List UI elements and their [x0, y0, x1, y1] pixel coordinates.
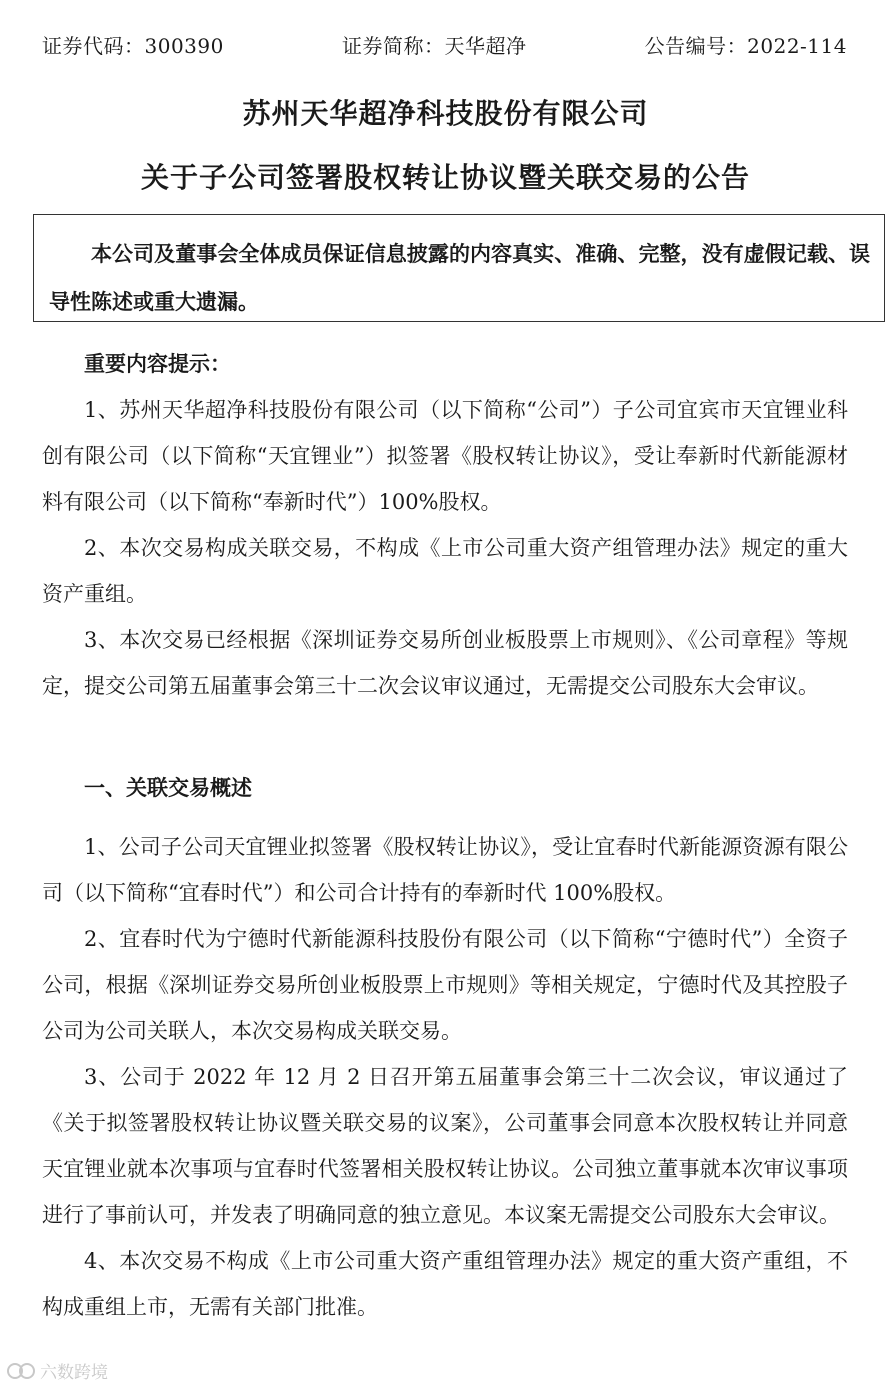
announcement-title: 关于子公司签署股权转让协议暨关联交易的公告 [140, 161, 750, 194]
watermark-text: 六数跨境 [40, 1363, 108, 1383]
notice-number: 公告编号：2022-114 [644, 34, 847, 58]
highlight-item-3: 3、本次交易已经根据《深圳证券交易所创业板股票上市规则》、《公司章程》等规定，提交公司第五届董事会第三十二次会议审议通过，无需提交公司股东大会审议。 [42, 628, 848, 698]
section-overview [42, 765, 848, 811]
overview-item-3: 3、公司于 2022 年 12 月 2 日召开第五届董事会第三十二次会议，审议通过了《关于拟签署股权转让协议暨关联交易的议案》，公司董事会同意本次股权转让并同意天宜锂业就本次事项与宜春时代签署相关股权转让协议。公司独立董事就本次审议事项进行了事前认可，并发表了明确同意的独立意见。本议案无需提交公司股东大会审议。 [42, 1065, 848, 1227]
watermark [6, 1358, 108, 1383]
security-code: 证券代码：300390 [42, 34, 224, 58]
company-title: 苏州天华超净科技股份有限公司 [242, 97, 649, 130]
section-overview-items [42, 824, 848, 1330]
overview-item-2: 2、宜春时代为宁德时代新能源科技股份有限公司（以下简称“宁德时代”）全资子公司，根据《深圳证券交易所创业板股票上市规则》等相关规定，宁德时代及其控股子公司为公司关联人，本次交易构成关联交易。 [42, 927, 848, 1043]
overview-item-4: 4、本次交易不构成《上市公司重大资产重组管理办法》规定的重大资产重组，不构成重组上市，无需有关部门批准。 [42, 1249, 848, 1319]
highlight-item-1: 1、苏州天华超净科技股份有限公司（以下简称“公司”）子公司宜宾市天宜锂业科创有限公司（以下简称“天宜锂业”）拟签署《股权转让协议》，受让奉新时代新能源材料有限公司（以下简称“奉新时代”）100%股权。 [42, 398, 848, 514]
highlights-heading: 重要内容提示： [84, 352, 231, 376]
overview-item-1: 1、公司子公司天宜锂业拟签署《股权转让协议》，受让宜春时代新能源资源有限公司（以下简称“宜春时代”）和公司合计持有的奉新时代 100%股权。 [42, 835, 848, 905]
highlights-section [42, 341, 848, 709]
watermark-logo-icon [6, 1361, 36, 1381]
disclosure-notice-box: 本公司及董事会全体成员保证信息披露的内容真实、准确、完整，没有虚假记载、误导性陈述或重大遗漏。 [33, 214, 885, 322]
security-short-name: 证券简称：天华超净 [342, 34, 527, 58]
section-heading: 一、关联交易概述 [84, 776, 252, 800]
document-header [42, 30, 847, 59]
highlight-item-2: 2、本次交易构成关联交易，不构成《上市公司重大资产组管理办法》规定的重大资产重组。 [42, 536, 848, 606]
